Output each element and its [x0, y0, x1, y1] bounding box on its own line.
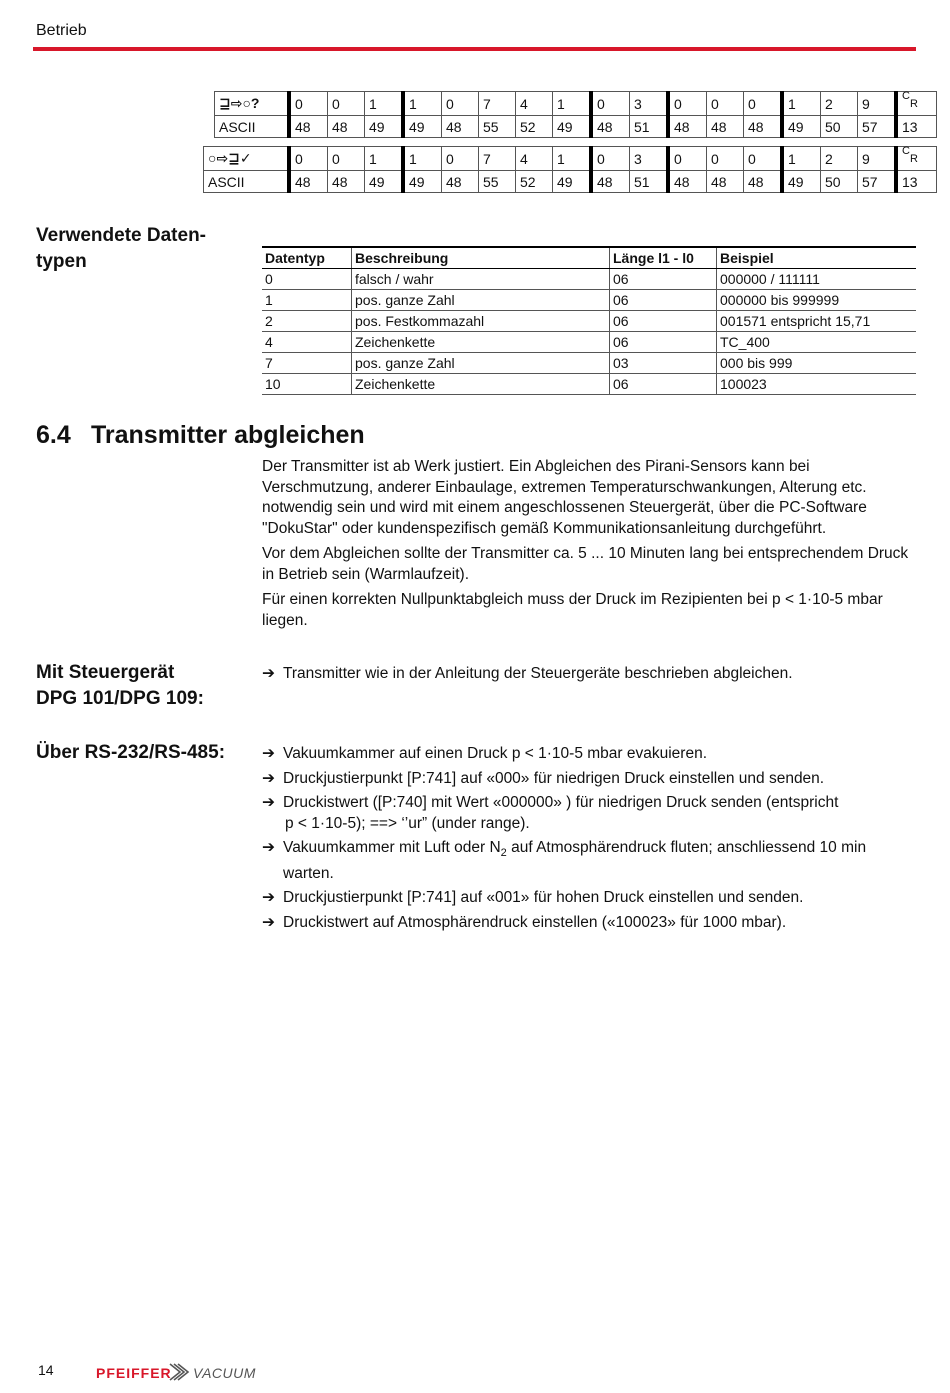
- table-row: [262, 374, 916, 395]
- list-item: [262, 664, 914, 685]
- telegram-ascii-cell: 55: [479, 171, 516, 193]
- paragraph-warmup: Vor dem Abgleichen sollte der Transmitter ca. 5 ... 10 Minuten lang bei entsprechendem Druck in Betrieb sein (Warmlaufzeit).: [262, 545, 909, 583]
- telegram-ascii-cell: 52: [516, 171, 553, 193]
- ascii-label: ASCII: [215, 116, 290, 138]
- telegram-char-cell: 0: [442, 92, 479, 116]
- telegram-char-cell: 0: [668, 147, 707, 171]
- telegram-ascii-cell: 48: [707, 171, 744, 193]
- list-item: [262, 769, 914, 790]
- telegram-char-cell: 1: [403, 92, 442, 116]
- header-divider: [33, 47, 916, 51]
- telegram-char-cell: 2: [821, 147, 858, 171]
- paragraph-intro: Der Transmitter ist ab Werk justiert. Ein Abgleichen des Pirani-Sensors kann bei Verschmutzung, anderer Einbaulage, extremen Temperaturschwankungen, Alterung etc. notwendig sein und wird mit einem angeschlossenen Steuergerät, über die PC-Software "DokuStar" oder kundenspezifisch gemäß Kommunikationsanleitung durchgeführt.: [262, 458, 867, 537]
- telegram-ascii-row: [204, 171, 937, 193]
- table-cell: Zeichenkette: [352, 332, 610, 353]
- table-cell: 06: [610, 332, 717, 353]
- telegram-char-cell: 0: [328, 147, 365, 171]
- telegram-ascii-cell: 50: [821, 171, 858, 193]
- section-title: Transmitter abgleichen: [91, 421, 365, 449]
- arrow-right-icon: ➔: [262, 913, 275, 931]
- telegram-ascii-cell: 49: [553, 171, 592, 193]
- datatypes-side-heading-line1: Verwendete Daten-: [36, 225, 206, 246]
- table-cell: 10: [262, 374, 352, 395]
- table-cell: falsch / wahr: [352, 269, 610, 290]
- table-cell: 06: [610, 374, 717, 395]
- steuergeraet-side-heading: [36, 660, 204, 712]
- telegram-ascii-cell: 48: [744, 116, 783, 138]
- steuergeraet-label-line1: Mit Steuergerät: [36, 662, 175, 683]
- telegram-ascii-cell: 48: [591, 116, 630, 138]
- table-row: [262, 311, 916, 332]
- telegram-ascii-cell: 51: [630, 116, 669, 138]
- list-item: [262, 888, 914, 909]
- telegram-ascii-cell: 49: [365, 116, 404, 138]
- step-text: Druckjustierpunkt [P:741] auf «001» für hohen Druck einstellen und senden.: [283, 889, 804, 907]
- table-cell: 06: [610, 311, 717, 332]
- cr-r: R: [910, 98, 918, 110]
- section-number: 6.4: [36, 421, 71, 449]
- col-header-datentyp: Datentyp: [262, 247, 352, 269]
- step-text-line1: Druckistwert ([P:740] mit Wert «000000» ) für niedrigen Druck senden (entsprich: [283, 794, 835, 811]
- list-item: [262, 913, 914, 934]
- table-cell: 06: [610, 269, 717, 290]
- carriage-return-symbol: [902, 147, 924, 167]
- telegram-char-cell: 1: [782, 92, 821, 116]
- cr-c: C: [902, 145, 910, 157]
- carriage-return-cell: [896, 147, 937, 171]
- table-cell: 000 bis 999: [717, 353, 917, 374]
- col-header-beschreibung: Beschreibung: [352, 247, 610, 269]
- arrow-right-icon: ➔: [262, 665, 275, 682]
- telegram-ascii-cell: 55: [479, 116, 516, 138]
- table-row: [262, 290, 916, 311]
- table-row: [262, 269, 916, 290]
- list-item: [262, 744, 914, 765]
- telegram-char-cell: 0: [591, 147, 630, 171]
- telegram-char-cell: 0: [707, 147, 744, 171]
- step-text: [283, 838, 914, 884]
- arrow-right-icon: ➔: [262, 889, 275, 907]
- arrow-right-icon: ➔: [262, 769, 275, 787]
- telegram-ascii-cell: 48: [328, 171, 365, 193]
- table-cell: 0: [262, 269, 352, 290]
- telegram-char-cell: 3: [630, 147, 669, 171]
- telegram-char-cell: 1: [553, 147, 592, 171]
- telegram-ascii-cell: 51: [630, 171, 669, 193]
- steuergeraet-steps: [262, 664, 914, 689]
- table-cell: 4: [262, 332, 352, 353]
- telegram-ascii-cell: 48: [442, 116, 479, 138]
- rs232-side-heading: Über RS-232/RS-485:: [36, 742, 226, 763]
- ascii-label: ASCII: [204, 171, 290, 193]
- arrow-right-icon: ➔: [262, 839, 275, 856]
- telegram-ascii-cell: 49: [782, 171, 821, 193]
- table-row: [262, 332, 916, 353]
- telegram-char-cell: 1: [403, 147, 442, 171]
- carriage-return-cell: [896, 92, 937, 116]
- table-cell: 7: [262, 353, 352, 374]
- telegram-char-cell: 7: [479, 92, 516, 116]
- telegram-char-row: [215, 92, 937, 116]
- telegram-ascii-cell: 49: [782, 116, 821, 138]
- telegram-ascii-cell: 49: [553, 116, 592, 138]
- telegram-char-cell: 3: [630, 92, 669, 116]
- datatypes-table: [262, 246, 916, 395]
- carriage-return-ascii-cell: 13: [896, 116, 937, 138]
- telegram-char-cell: 0: [289, 92, 328, 116]
- section-heading: [36, 421, 365, 450]
- step-text: [283, 793, 914, 834]
- gauge-to-computer-ack-icon: ○⇨⊒✓: [204, 147, 290, 171]
- telegram-table-receive: [203, 146, 937, 193]
- page-number: 14: [38, 1362, 54, 1378]
- telegram-char-cell: 0: [328, 92, 365, 116]
- telegram-ascii-cell: 52: [516, 116, 553, 138]
- step-text-post: auf Atmosphärendruck fluten; anschliessend 10 min warten.: [283, 839, 867, 882]
- table-cell: Zeichenkette: [352, 374, 610, 395]
- paragraph-zero-pressure: Für einen korrekten Nullpunktabgleich muss der Druck im Rezipienten bei p < 1·10-5 mbar liegen.: [262, 591, 883, 629]
- datatypes-side-heading-line2: typen: [36, 251, 87, 272]
- col-header-laenge: Länge l1 - l0: [610, 247, 717, 269]
- steuergeraet-label-line2: DPG 101/DPG 109:: [36, 688, 204, 709]
- telegram-ascii-cell: 48: [328, 116, 365, 138]
- telegram-char-cell: 9: [858, 147, 897, 171]
- table-cell: 001571 entspricht 15,71: [717, 311, 917, 332]
- telegram-ascii-cell: 48: [289, 116, 328, 138]
- telegram-ascii-cell: 49: [403, 116, 442, 138]
- table-cell: pos. Festkommazahl: [352, 311, 610, 332]
- telegram-ascii-cell: 48: [707, 116, 744, 138]
- table-cell: 000000 bis 999999: [717, 290, 917, 311]
- table-cell: TC_400: [717, 332, 917, 353]
- cr-c: C: [902, 90, 910, 102]
- telegram-ascii-cell: 57: [858, 116, 897, 138]
- telegram-ascii-cell: 48: [668, 171, 707, 193]
- logo-text-left: PFEIFFER: [96, 1365, 172, 1381]
- logo-graphic: [96, 1358, 258, 1388]
- carriage-return-symbol: [902, 92, 924, 112]
- logo-text-right: VACUUM: [193, 1365, 256, 1381]
- telegram-ascii-cell: 48: [668, 116, 707, 138]
- telegram-ascii-cell: 49: [365, 171, 404, 193]
- telegram-char-row: [204, 147, 937, 171]
- table-cell: pos. ganze Zahl: [352, 353, 610, 374]
- step-text: Druckistwert auf Atmosphärendruck einstellen («100023» für 1000 mbar).: [283, 913, 787, 931]
- step-text: Druckjustierpunkt [P:741] auf «000» für niedrigen Druck einstellen und senden.: [283, 769, 825, 787]
- table-cell: 03: [610, 353, 717, 374]
- subscript-2: 2: [500, 847, 507, 860]
- telegram-char-cell: 4: [516, 147, 553, 171]
- telegram-char-cell: 9: [858, 92, 897, 116]
- telegram-ascii-cell: 48: [289, 171, 328, 193]
- telegram-ascii-cell: 50: [821, 116, 858, 138]
- step-text-tail: t: [834, 794, 839, 811]
- telegram-char-cell: 0: [744, 92, 783, 116]
- page-header-title: Betrieb: [36, 22, 87, 39]
- col-header-beispiel: Beispiel: [717, 247, 917, 269]
- datatypes-header-row: [262, 247, 916, 269]
- section-body: [262, 457, 914, 636]
- datatypes-side-heading: [36, 223, 206, 275]
- cr-r: R: [910, 153, 918, 165]
- telegram-ascii-row: [215, 116, 937, 138]
- table-cell: 2: [262, 311, 352, 332]
- arrow-right-icon: ➔: [262, 745, 275, 762]
- table-cell: pos. ganze Zahl: [352, 290, 610, 311]
- telegram-ascii-cell: 48: [744, 171, 783, 193]
- step-text: Transmitter wie in der Anleitung der Steuergeräte beschrieben abgleichen.: [283, 665, 793, 682]
- arrow-right-icon: ➔: [262, 794, 275, 811]
- telegram-char-cell: 0: [442, 147, 479, 171]
- telegram-ascii-cell: 48: [591, 171, 630, 193]
- telegram-char-cell: 7: [479, 147, 516, 171]
- computer-to-gauge-query-icon: ⊒⇨○?: [215, 92, 290, 116]
- table-cell: 06: [610, 290, 717, 311]
- step-text: Vakuumkammer auf einen Druck p < 1·10-5 mbar evakuieren.: [283, 745, 708, 762]
- table-cell: 100023: [717, 374, 917, 395]
- telegram-ascii-cell: 57: [858, 171, 897, 193]
- table-cell: 1: [262, 290, 352, 311]
- step-text-line2: p < 1·10-5); ==> ‘’ur” (under range).: [285, 814, 530, 832]
- telegram-ascii-cell: 49: [403, 171, 442, 193]
- logo-swoosh-icon: [170, 1364, 188, 1380]
- telegram-char-cell: 4: [516, 92, 553, 116]
- telegram-table-send: [214, 91, 937, 138]
- table-cell: 000000 / 111111: [717, 269, 917, 290]
- telegram-char-cell: 1: [782, 147, 821, 171]
- telegram-char-cell: 0: [591, 92, 630, 116]
- telegram-char-cell: 0: [668, 92, 707, 116]
- telegram-char-cell: 2: [821, 92, 858, 116]
- step-text-pre: Vakuumkammer mit Luft oder N: [283, 839, 501, 856]
- telegram-char-cell: 1: [365, 92, 404, 116]
- carriage-return-ascii-cell: 13: [896, 171, 937, 193]
- telegram-char-cell: 1: [365, 147, 404, 171]
- telegram-char-cell: 1: [553, 92, 592, 116]
- telegram-char-cell: 0: [289, 147, 328, 171]
- table-row: [262, 353, 916, 374]
- telegram-char-cell: 0: [707, 92, 744, 116]
- telegram-char-cell: 0: [744, 147, 783, 171]
- list-item: [262, 838, 914, 884]
- telegram-ascii-cell: 48: [442, 171, 479, 193]
- rs232-steps: [262, 744, 914, 937]
- list-item: [262, 793, 914, 834]
